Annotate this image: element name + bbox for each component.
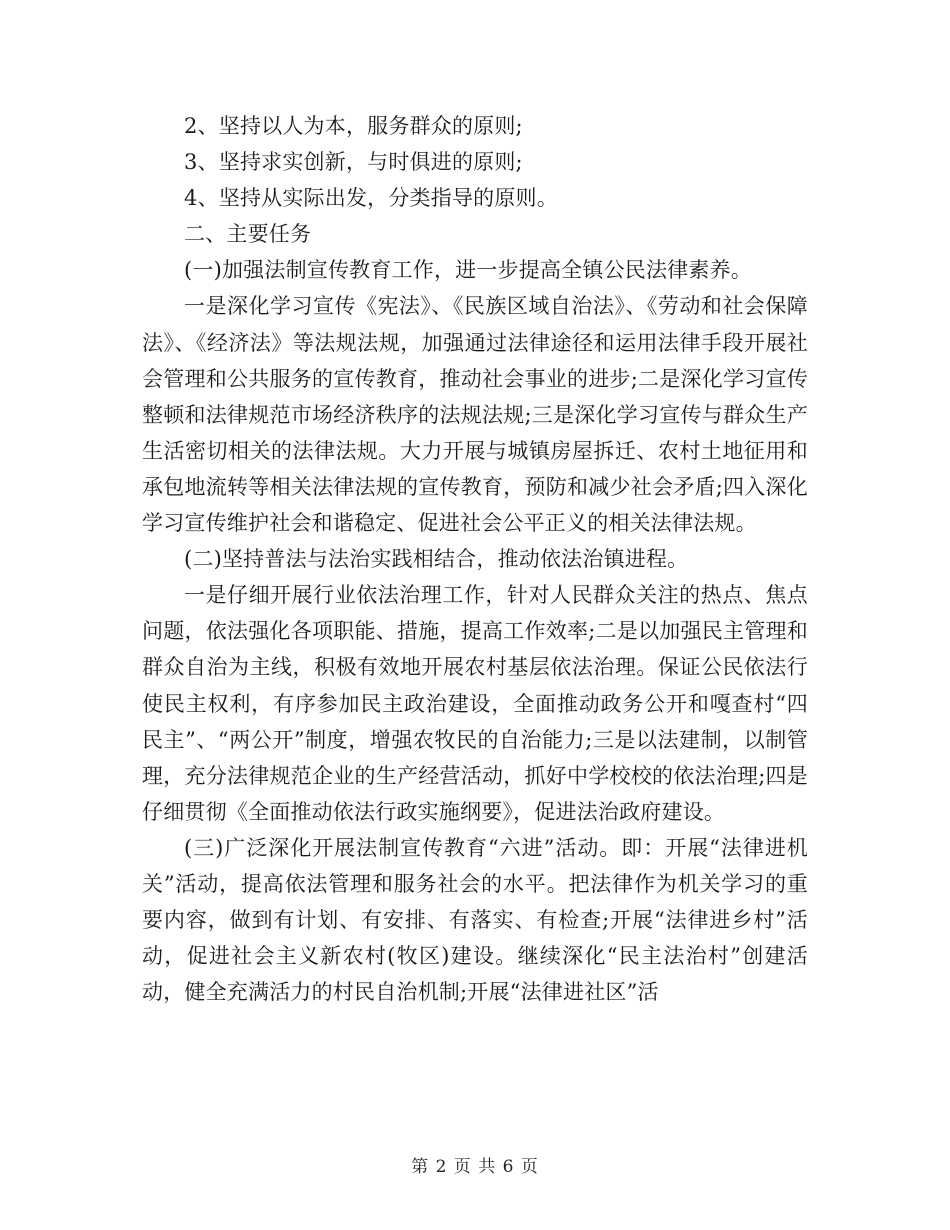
subheading-task-1: (一)加强法制宣传教育工作，进一步提高全镇公民法律素养。 — [184, 258, 752, 283]
page-number-footer: 第 2 页 共 6 页 — [411, 1157, 539, 1177]
paragraph-task-2-body: 一是仔细开展行业依法治理工作，针对人民群众关注的热点、焦点问题，依法强化各项职能、措施，提高工作效率;二是以加强民主管理和群众自治为主线，积极有效地开展农村基层依法治理。保证公民依法行使民主权利，有序参加民主政治建设，全面推动政务公开和嘎查村“四民主”、“两公开”制度，增强农牧民的自治能力;三是以法建制，以制管理，充分法律规范企业的生产经营活动，抓好中学校校的依法治理;四是仔细贯彻《全面推动依法行政实施纲要》，促进法治政府建设。 — [142, 583, 808, 824]
section-heading-main-tasks: 二、主要任务 — [184, 222, 312, 247]
paragraph-principle-2: 2、坚持以人为本，服务群众的原则; — [184, 114, 523, 138]
paragraph-principle-4: 4、坚持从实际出发，分类指导的原则。 — [184, 186, 558, 211]
paragraph-principle-3: 3、坚持求实创新，与时俱进的原则; — [184, 150, 523, 175]
subheading-task-2: (二)坚持普法与法治实践相结合，推动依法治镇进程。 — [184, 547, 689, 572]
paragraph-task-3: (三)广泛深化开展法制宣传教育“六进”活动。即：开展“法律进机关”活动，提高依法管理和服务社会的水平。把法律作为机关学习的重要内容，做到有计划、有安排、有落实、有检查;开展“法律进乡村”活动，促进社会主义新农村(牧区)建设。继续深化“民主法治村”创建活动，健全充满活力的村民自治机制;开展“法律进社区”活 — [142, 835, 808, 1005]
paragraph-task-1-body: 一是深化学习宣传《宪法》、《民族区域自治法》、《劳动和社会保障法》、《经济法》等法规法规，加强通过法律途径和运用法律手段开展社会管理和公共服务的宣传教育，推动社会事业的进步;二是深化学习宣传整顿和法律规范市场经济秩序的法规法规;三是深化学习宣传与群众生产生活密切相关的法律法规。大力开展与城镇房屋拆迁、农村土地征用和承包地流转等相关法律法规的宣传教育，预防和减少社会矛盾;四入深化学习宣传维护社会和谐稳定、促进社会公平正义的相关法律法规。 — [142, 294, 808, 536]
document-body — [142, 108, 808, 1010]
